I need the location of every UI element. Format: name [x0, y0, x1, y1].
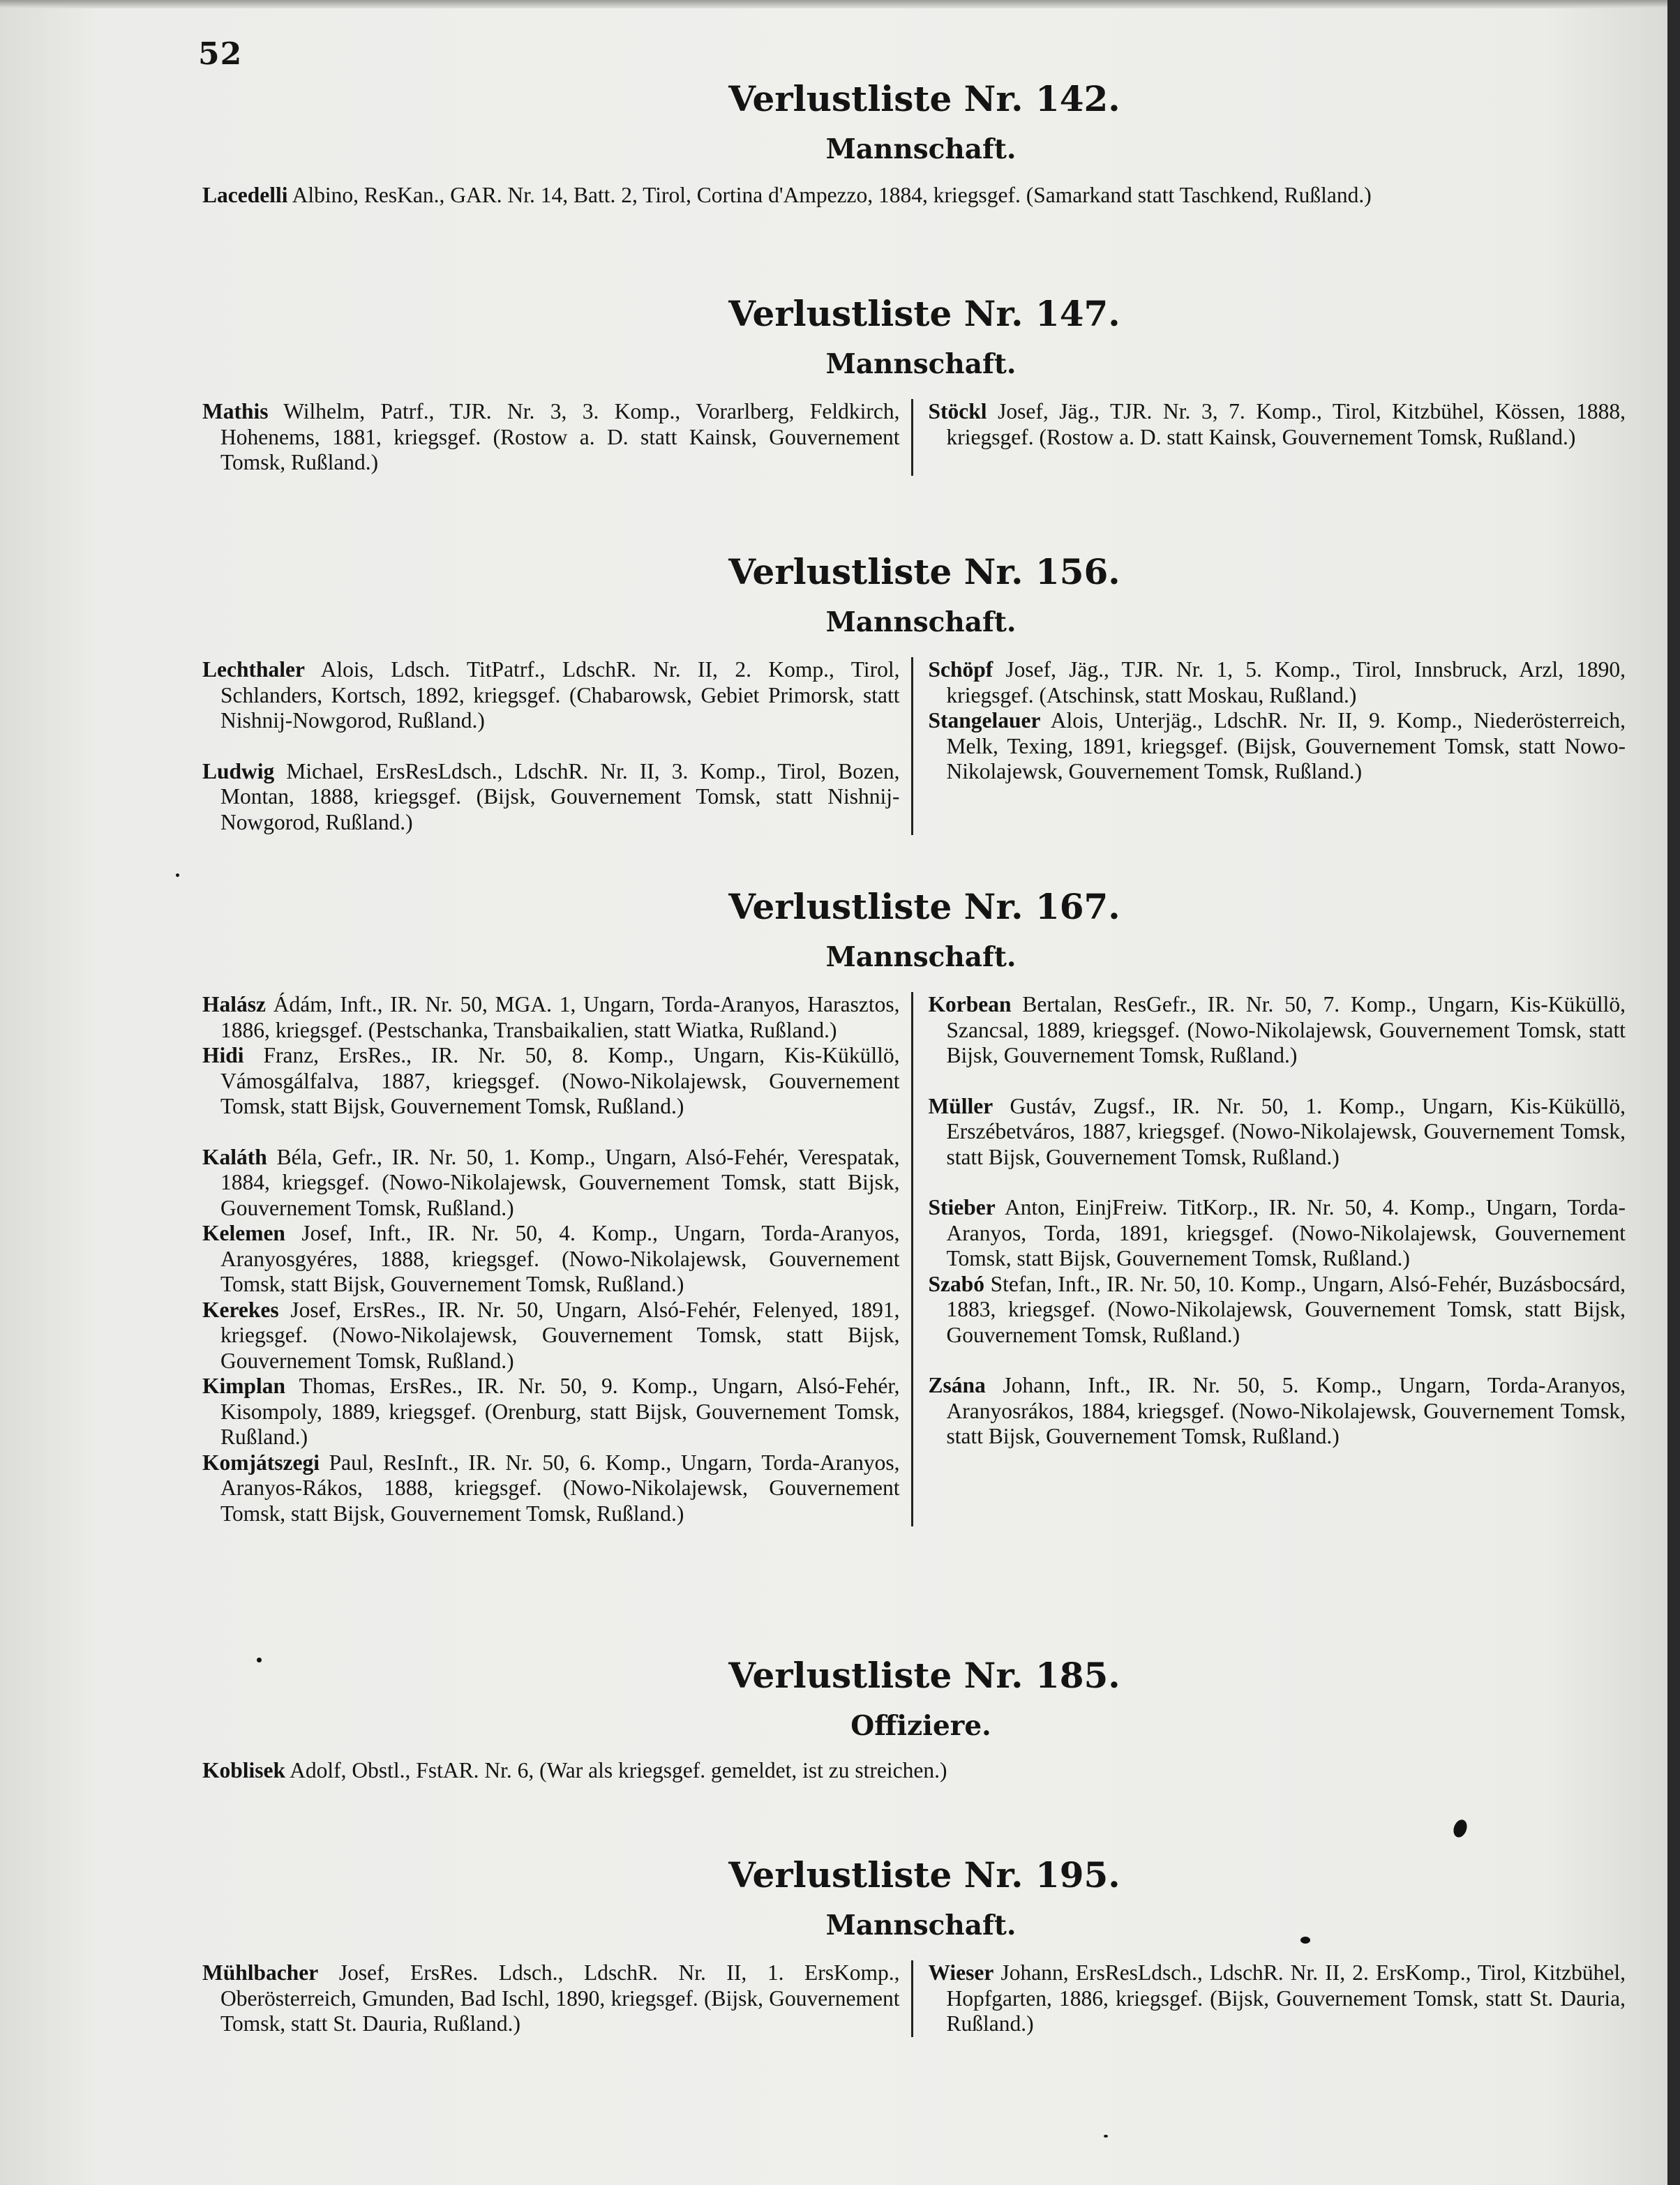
left-column	[202, 657, 913, 835]
entry	[929, 992, 1626, 1069]
section-verlustliste-156	[202, 551, 1626, 835]
entry-text: Johann, ErsResLdsch., LdschR. Nr. II, 2. ErsKomp., Tirol, Kitzbühel, Hopfgarten, 1886, kriegsgef. (Bijsk, Gouvernement Tomsk, statt St. Dauria, Rußland.)	[946, 1960, 1626, 2036]
entry-text: Paul, ResInft., IR. Nr. 50, 6. Komp., Ungarn, Torda-Aranyos, Aranyos-Rákos, 1888, kriegsgef. (Nowo-Nikolajewsk, Gouvernement Tomsk, statt Bijsk, Gouvernement Tomsk, Rußland.)	[220, 1450, 900, 1526]
right-column	[913, 992, 1626, 1526]
entry-text: Adolf, Obstl., FstAR. Nr. 6, (War als kriegsgef. gemeldet, ist zu streichen.)	[285, 1758, 947, 1782]
section-subtitle: Mannschaft.	[825, 348, 1017, 380]
entry	[929, 399, 1626, 450]
entry	[929, 1094, 1626, 1171]
entry	[202, 759, 900, 836]
entry-name: Lacedelli	[202, 183, 288, 207]
right-column	[913, 1960, 1626, 2037]
section-verlustliste-142	[202, 78, 1626, 209]
entry-name: Kimplan	[202, 1374, 286, 1398]
two-column-body	[202, 657, 1626, 835]
entry-name: Kaláth	[202, 1144, 267, 1169]
list-title: Verlustliste Nr. 185.	[728, 1655, 1120, 1696]
two-column-body	[202, 399, 1626, 476]
entry-name: Koblisek	[202, 1758, 286, 1782]
entry	[929, 1195, 1626, 1272]
entry	[929, 1960, 1626, 2037]
entry	[929, 1272, 1626, 1349]
entry-text: Josef, ErsRes., IR. Nr. 50, Ungarn, Alsó-Fehér, Felenyed, 1891, kriegsgef. (Nowo-Nikolajewsk, Gouvernement Tomsk, statt Bijsk, Gouvernement Tomsk, Rußland.)	[220, 1297, 900, 1373]
entry-text: Stefan, Inft., IR. Nr. 50, 10. Komp., Ungarn, Alsó-Fehér, Buzásbocsárd, 1883, kriegsgef. (Nowo-Nikolajewsk, Gouvernement Tomsk, statt Bijsk, Gouvernement Tomsk, Rußland.)	[946, 1271, 1626, 1347]
entry	[202, 1450, 900, 1527]
entry-text: Albino, ResKan., GAR. Nr. 14, Batt. 2, Tirol, Cortina d'Ampezzo, 1884, kriegsgef. (Samarkand statt Taschkend, Rußland.)	[287, 183, 1372, 207]
section-subtitle: Mannschaft.	[825, 941, 1017, 973]
entry-name: Hidi	[202, 1043, 244, 1067]
entry	[929, 657, 1626, 708]
list-title: Verlustliste Nr. 142.	[728, 78, 1120, 119]
right-column	[913, 657, 1626, 835]
section-subtitle: Mannschaft.	[825, 133, 1017, 165]
section-verlustliste-195	[202, 1854, 1626, 2037]
entry-name: Stöckl	[928, 399, 987, 423]
entry-text: Béla, Gefr., IR. Nr. 50, 1. Komp., Ungarn, Alsó-Fehér, Verespatak, 1884, kriegsgef. (Nowo-Nikolajewsk, Gouvernement Tomsk, statt Bijsk, Gouvernement Tomsk, Rußland.)	[220, 1144, 900, 1220]
entry-name: Mathis	[202, 399, 269, 423]
entry-name: Korbean	[928, 992, 1012, 1016]
left-column	[202, 1960, 913, 2037]
section-verlustliste-147	[202, 293, 1626, 476]
ink-speck	[1300, 1937, 1310, 1944]
entry-name: Wieser	[928, 1960, 994, 1985]
list-title: Verlustliste Nr. 156.	[728, 551, 1120, 592]
entry	[202, 1298, 900, 1374]
section-subtitle: Offiziere.	[850, 1710, 991, 1742]
entry-text: Johann, Inft., IR. Nr. 50, 5. Komp., Ungarn, Torda-Aranyos, Aranyosrákos, 1884, kriegsgef. (Nowo-Nikolajewsk, Gouvernement Tomsk, statt Bijsk, Gouvernement Tomsk, Rußland.)	[946, 1373, 1626, 1448]
entry-text: Anton, EinjFreiw. TitKorp., IR. Nr. 50, 4. Komp., Ungarn, Torda-Aranyos, Torda, 1891, kriegsgef. (Nowo-Nikolajewsk, Gouvernement Tomsk, statt Bijsk, Gouvernement Tomsk, Rußland.)	[946, 1195, 1626, 1270]
section-subtitle: Mannschaft.	[825, 1909, 1017, 1942]
entry	[929, 1373, 1626, 1450]
entry	[929, 708, 1626, 785]
entry-text: Josef, Inft., IR. Nr. 50, 4. Komp., Ungarn, Torda-Aranyos, Aranyosgyéres, 1888, kriegsgef. (Nowo-Nikolajewsk, Gouvernement Tomsk, statt Bijsk, Gouvernement Tomsk, Rußland.)	[220, 1221, 900, 1296]
entry-text: Wilhelm, Patrf., TJR. Nr. 3, 3. Komp., Vorarlberg, Feldkirch, Hohenems, 1881, kriegsgef. (Rostow a. D. statt Kainsk, Gouvernement Tomsk, Rußland.)	[220, 399, 900, 474]
entry	[202, 1374, 900, 1450]
right-column	[913, 399, 1626, 476]
entry-text: Josef, ErsRes. Ldsch., LdschR. Nr. II, 1. ErsKomp., Oberösterreich, Gmunden, Bad Ischl, 1890, kriegsgef. (Bijsk, Gouvernement Tomsk, statt St. Dauria, Rußland.)	[220, 1960, 900, 2036]
entry	[202, 657, 900, 734]
section-subtitle: Mannschaft.	[825, 606, 1017, 638]
entry-name: Lechthaler	[202, 657, 305, 682]
entry-text: Alois, Ldsch. TitPatrf., LdschR. Nr. II, 2. Komp., Tirol, Schlanders, Kortsch, 1892, kriegsgef. (Chabarowsk, Gebiet Primorsk, statt Nishnij-Nowgorod, Rußland.)	[220, 657, 900, 733]
entry-name: Kerekes	[202, 1297, 279, 1322]
two-column-body	[202, 992, 1626, 1526]
entry-name: Schöpf	[928, 657, 993, 682]
ink-speck	[176, 873, 179, 877]
ink-speck	[257, 1658, 262, 1662]
entry-name: Szabó	[928, 1271, 985, 1296]
entry	[202, 992, 900, 1043]
entry	[202, 1758, 1588, 1784]
entry	[202, 1221, 900, 1298]
entry-name: Halász	[202, 992, 266, 1016]
left-column	[202, 399, 913, 476]
entry-name: Ludwig	[202, 758, 275, 783]
entry-text: Alois, Unterjäg., LdschR. Nr. II, 9. Komp., Niederösterreich, Melk, Texing, 1891, kriegsgef. (Bijsk, Gouvernement Tomsk, statt Nowo-Nikolajewsk, Gouvernement Tomsk, Rußland.)	[946, 708, 1626, 783]
entry	[202, 1043, 900, 1120]
entry	[202, 399, 900, 476]
entry-name: Mühlbacher	[202, 1960, 319, 1985]
entry-text: Thomas, ErsRes., IR. Nr. 50, 9. Komp., Ungarn, Alsó-Fehér, Kisompoly, 1889, kriegsgef. (Orenburg, statt Bijsk, Gouvernement Tomsk, Rußland.)	[220, 1374, 900, 1449]
entry-name: Müller	[928, 1093, 993, 1118]
entry-text: Gustáv, Zugsf., IR. Nr. 50, 1. Komp., Ungarn, Kis-Küküllö, Erszébetváros, 1887, kriegsgef. (Nowo-Nikolajewsk, Gouvernement Tomsk, statt Bijsk, Gouvernement Tomsk, Rußland.)	[946, 1093, 1626, 1169]
entry-text: Franz, ErsRes., IR. Nr. 50, 8. Komp., Ungarn, Kis-Küküllö, Vámosgálfalva, 1887, kriegsgef. (Nowo-Nikolajewsk, Gouvernement Tomsk, statt Bijsk, Gouvernement Tomsk, Rußland.)	[220, 1043, 900, 1118]
entry-name: Komjátszegi	[202, 1450, 320, 1475]
list-title: Verlustliste Nr. 147.	[728, 293, 1120, 334]
left-column	[202, 992, 913, 1526]
two-column-body	[202, 1960, 1626, 2037]
scan-edge-top	[0, 0, 1680, 8]
entry-text: Michael, ErsResLdsch., LdschR. Nr. II, 3. Komp., Tirol, Bozen, Montan, 1888, kriegsgef. (Bijsk, Gouvernement Tomsk, statt Nishnij-Nowgorod, Rußland.)	[220, 758, 900, 834]
page-number: 52	[198, 36, 243, 72]
entry-text: Josef, Jäg., TJR. Nr. 3, 7. Komp., Tirol, Kitzbühel, Kössen, 1888, kriegsgef. (Rostow a. D. statt Kainsk, Gouvernement Tomsk, Rußland.)	[946, 399, 1626, 449]
entry-name: Kelemen	[202, 1221, 285, 1245]
entry-name: Zsána	[928, 1373, 986, 1397]
section-verlustliste-185	[202, 1655, 1626, 1784]
section-verlustliste-167	[202, 886, 1626, 1526]
list-title: Verlustliste Nr. 167.	[728, 886, 1120, 927]
scan-edge-right	[1667, 0, 1680, 2185]
entry-text: Bertalan, ResGefr., IR. Nr. 50, 7. Komp., Ungarn, Kis-Küküllö, Szancsal, 1889, kriegsgef. (Nowo-Nikolajewsk, Gouvernement Tomsk, statt Bijsk, Gouvernement Tomsk, Rußland.)	[946, 992, 1626, 1067]
entry-text: Ádám, Inft., IR. Nr. 50, MGA. 1, Ungarn, Torda-Aranyos, Harasztos, 1886, kriegsgef. (Pestschanka, Transbaikalien, statt Wiatka, Rußland.)	[220, 992, 900, 1042]
entry	[202, 1145, 900, 1222]
list-title: Verlustliste Nr. 195.	[728, 1854, 1120, 1895]
entry-text: Josef, Jäg., TJR. Nr. 1, 5. Komp., Tirol, Innsbruck, Arzl, 1890, kriegsgef. (Atschinsk, statt Moskau, Rußland.)	[946, 657, 1626, 707]
entry	[202, 183, 1588, 209]
ink-speck	[1451, 1818, 1469, 1840]
ink-speck	[1104, 2135, 1108, 2138]
entry-name: Stieber	[928, 1195, 996, 1219]
entry-name: Stangelauer	[928, 708, 1041, 733]
entry	[202, 1960, 900, 2037]
